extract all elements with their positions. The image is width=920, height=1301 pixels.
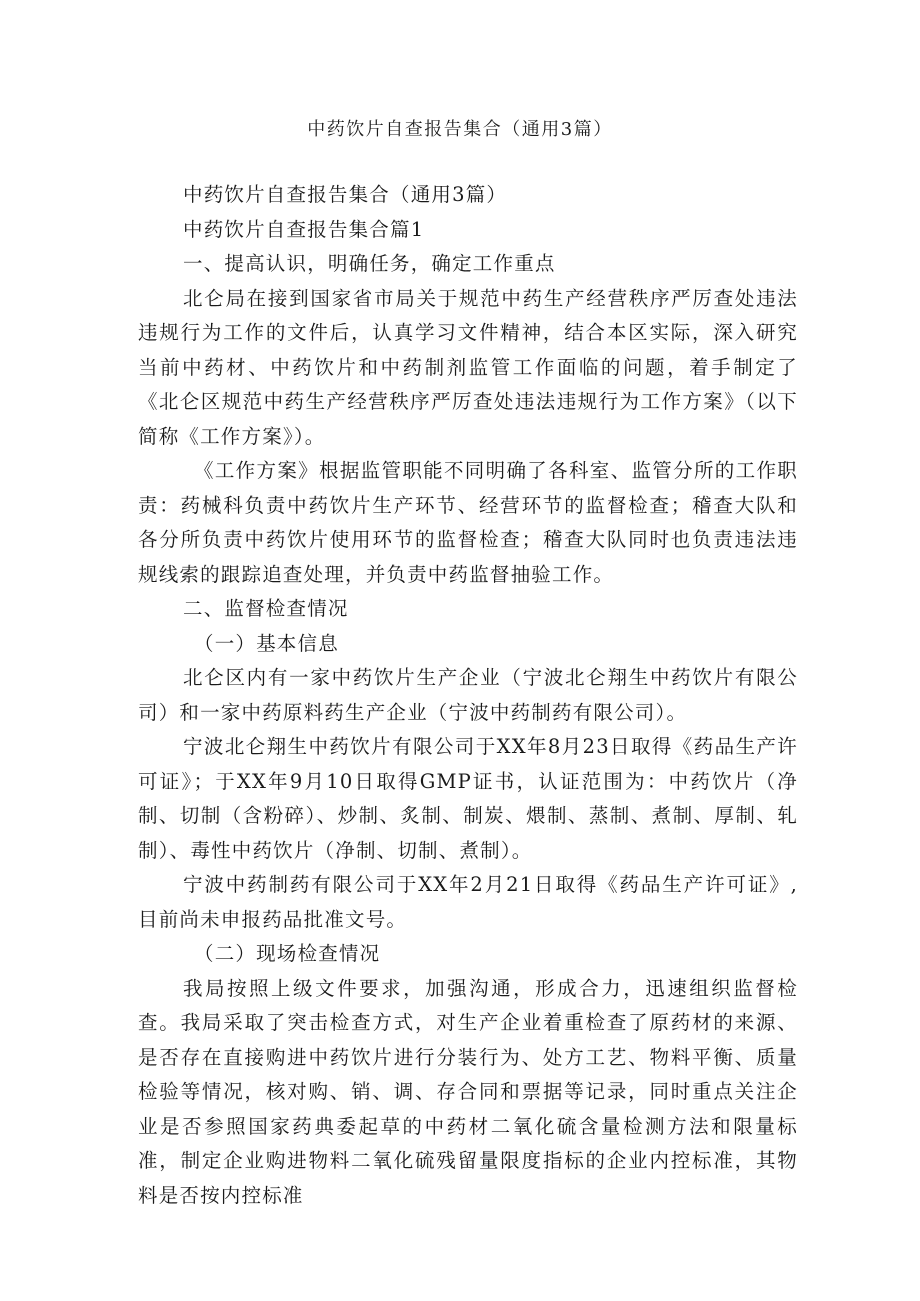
body-paragraph: 我局按照上级文件要求，加强沟通，形成合力，迅速组织监督检查。我局采取了突击检查方式，对生产企业着重检查了原药材的来源、是否存在直接购进中药饮片进行分装行为、处方工艺、物料平衡、质量检验等情况，核对购、销、调、存合同和票据等记录，同时重点关注企业是否参照国家药典委起草的中药材二氧化硫含量检测方法和限量标准，制定企业购进物料二氧化硫残留量限度指标的企业内控标准，其物料是否按内控标准: [138, 976, 798, 1207]
document-title: 中药饮片自查报告集合（通用3篇）: [307, 119, 613, 140]
subheading-paragraph: （一）基本信息: [194, 631, 339, 655]
subheading-paragraph: （二）现场检查情况: [194, 942, 381, 965]
body-paragraph: 宁波中药制药有限公司于XX年2月21日取得《药品生产许可证》,目前尚未申报药品批准文号。: [138, 873, 798, 931]
body-paragraph: 北仑区内有一家中药饮片生产企业（宁波北仑翔生中药饮片有限公司）和一家中药原料药生产企业（宁波中药制药有限公司）。: [138, 666, 798, 724]
body-paragraph: 《工作方案》根据监管职能不同明确了各科室、监管分所的工作职责：药械科负责中药饮片生产环节、经营环节的监督检查；稽查大队和各分所负责中药饮片使用环节的监督检查；稽查大队同时也负责违法违规线索的跟踪追查处理，并负责中药监督抽验工作。: [138, 459, 798, 586]
subtitle-paragraph: 中药饮片自查报告集合（通用3篇）: [183, 183, 508, 206]
heading-paragraph: 一、提高认识，明确任务，确定工作重点: [183, 252, 556, 275]
document-body: [138, 178, 798, 1213]
body-paragraph: 宁波北仑翔生中药饮片有限公司于XX年8月23日取得《药品生产许可证》；于XX年9月10日取得GMP证书，认证范围为：中药饮片（净制、切制（含粉碎）、炒制、炙制、制炭、煨制、蒸制、煮制、厚制、轧制）、毒性中药饮片（净制、切制、煮制）。: [138, 735, 798, 862]
body-paragraph: 北仑局在接到国家省市局关于规范中药生产经营秩序严厉查处违法违规行为工作的文件后，认真学习文件精神，结合本区实际，深入研究当前中药材、中药饮片和中药制剂监管工作面临的问题，着手制定了《北仑区规范中药生产经营秩序严厉查处违法违规行为工作方案》（以下简称《工作方案》）。: [138, 286, 798, 448]
section-title-paragraph: 中药饮片自查报告集合篇1: [183, 217, 425, 241]
heading-paragraph: 二、监督检查情况: [183, 597, 349, 620]
